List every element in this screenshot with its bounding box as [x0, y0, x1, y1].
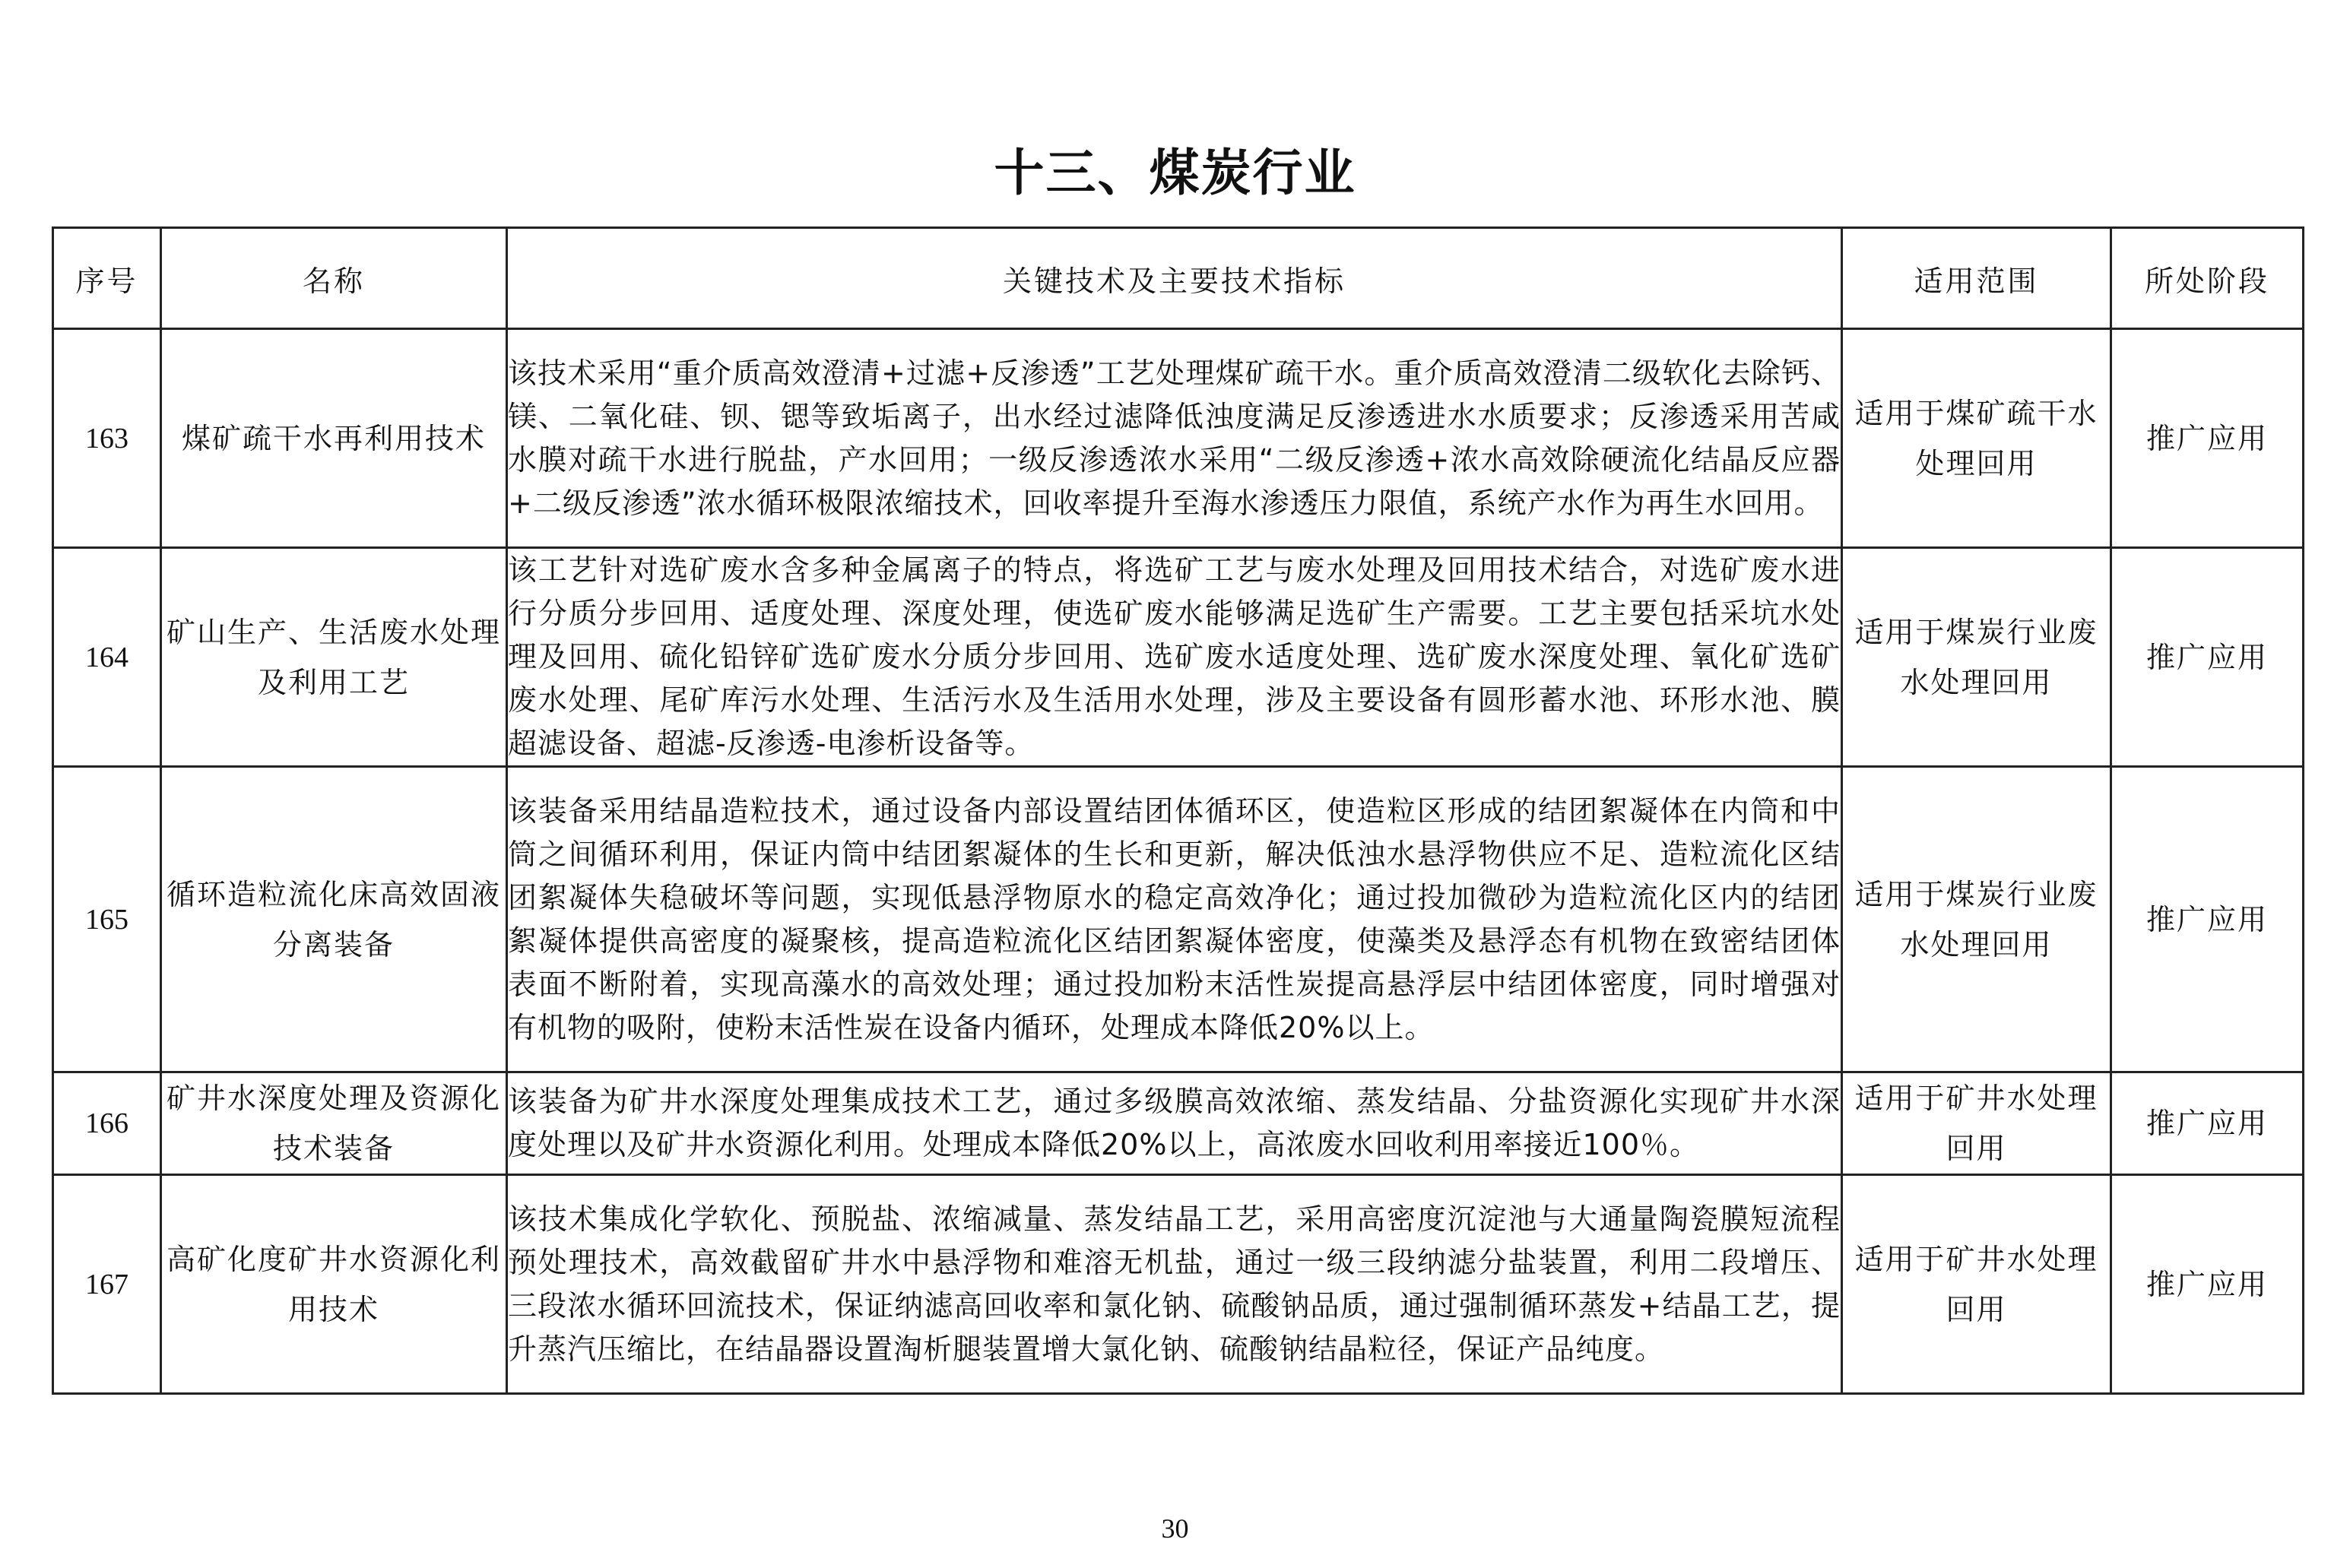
table-row [53, 767, 2304, 1072]
row-number: 165 [53, 767, 161, 1072]
header-stage: 所处阶段 [2111, 228, 2304, 329]
row-stage: 推广应用 [2111, 548, 2304, 767]
row-name: 循环造粒流化床高效固液分离装备 [161, 767, 507, 1072]
row-stage: 推广应用 [2111, 1175, 2304, 1394]
row-stage: 推广应用 [2111, 767, 2304, 1072]
row-name: 矿山生产、生活废水处理及利用工艺 [161, 548, 507, 767]
table-row [53, 1175, 2304, 1394]
technology-table [52, 226, 2304, 1395]
header-scope: 适用范围 [1842, 228, 2111, 329]
row-scope: 适用于矿井水处理回用 [1842, 1175, 2111, 1394]
header-key-technology: 关键技术及主要技术指标 [507, 228, 1842, 329]
row-stage: 推广应用 [2111, 329, 2304, 548]
table-header-row [53, 228, 2304, 329]
header-serial-number: 序号 [53, 228, 161, 329]
table-row [53, 548, 2304, 767]
row-number: 163 [53, 329, 161, 548]
row-scope: 适用于煤矿疏干水处理回用 [1842, 329, 2111, 548]
page-number: 30 [1161, 1513, 1189, 1544]
header-name: 名称 [161, 228, 507, 329]
row-name: 矿井水深度处理及资源化技术装备 [161, 1072, 507, 1175]
row-description: 该技术集成化学软化、预脱盐、浓缩减量、蒸发结晶工艺，采用高密度沉淀池与大通量陶瓷膜短流程预处理技术，高效截留矿井水中悬浮物和难溶无机盐，通过一级三段纳滤分盐装置，利用二段增压、三段浓水循环回流技术，保证纳滤高回收率和氯化钠、硫酸钠品质，通过强制循环蒸发+结晶工艺，提升蒸汽压缩比，在结晶器设置淘析腿装置增大氯化钠、硫酸钠结晶粒径，保证产品纯度。 [507, 1175, 1842, 1394]
row-scope: 适用于矿井水处理回用 [1842, 1072, 2111, 1175]
row-description: 该装备采用结晶造粒技术，通过设备内部设置结团体循环区，使造粒区形成的结团絮凝体在内筒和中筒之间循环利用，保证内筒中结团絮凝体的生长和更新，解决低浊水悬浮物供应不足、造粒流化区结团絮凝体失稳破坏等问题，实现低悬浮物原水的稳定高效净化；通过投加微砂为造粒流化区内的结团絮凝体提供高密度的凝聚核，提高造粒流化区结团絮凝体密度，使藻类及悬浮态有机物在致密结团体表面不断附着，实现高藻水的高效处理；通过投加粉末活性炭提高悬浮层中结团体密度，同时增强对有机物的吸附，使粉末活性炭在设备内循环，处理成本降低20%以上。 [507, 767, 1842, 1072]
row-scope: 适用于煤炭行业废水处理回用 [1842, 767, 2111, 1072]
row-description: 该工艺针对选矿废水含多种金属离子的特点，将选矿工艺与废水处理及回用技术结合，对选矿废水进行分质分步回用、适度处理、深度处理，使选矿废水能够满足选矿生产需要。工艺主要包括采坑水处理及回用、硫化铅锌矿选矿废水分质分步回用、选矿废水适度处理、选矿废水深度处理、氧化矿选矿废水处理、尾矿库污水处理、生活污水及生活用水处理，涉及主要设备有圆形蓄水池、环形水池、膜超滤设备、超滤-反渗透-电渗析设备等。 [507, 548, 1842, 767]
table-row [53, 329, 2304, 548]
table-row [53, 1072, 2304, 1175]
row-name: 高矿化度矿井水资源化利用技术 [161, 1175, 507, 1394]
row-number: 166 [53, 1072, 161, 1175]
row-name: 煤矿疏干水再利用技术 [161, 329, 507, 548]
row-scope: 适用于煤炭行业废水处理回用 [1842, 548, 2111, 767]
page-title: 十三、煤炭行业 [994, 144, 1356, 202]
row-number: 167 [53, 1175, 161, 1394]
row-stage: 推广应用 [2111, 1072, 2304, 1175]
row-description: 该技术采用“重介质高效澄清+过滤+反渗透”工艺处理煤矿疏干水。重介质高效澄清二级软化去除钙、镁、二氧化硅、钡、锶等致垢离子，出水经过滤降低浊度满足反渗透进水水质要求；反渗透采用苦咸水膜对疏干水进行脱盐，产水回用；一级反渗透浓水采用“二级反渗透+浓水高效除硬流化结晶反应器+二级反渗透”浓水循环极限浓缩技术，回收率提升至海水渗透压力限值，系统产水作为再生水回用。 [507, 329, 1842, 548]
row-description: 该装备为矿井水深度处理集成技术工艺，通过多级膜高效浓缩、蒸发结晶、分盐资源化实现矿井水深度处理以及矿井水资源化利用。处理成本降低20%以上，高浓废水回收利用率接近100％。 [507, 1072, 1842, 1175]
row-number: 164 [53, 548, 161, 767]
